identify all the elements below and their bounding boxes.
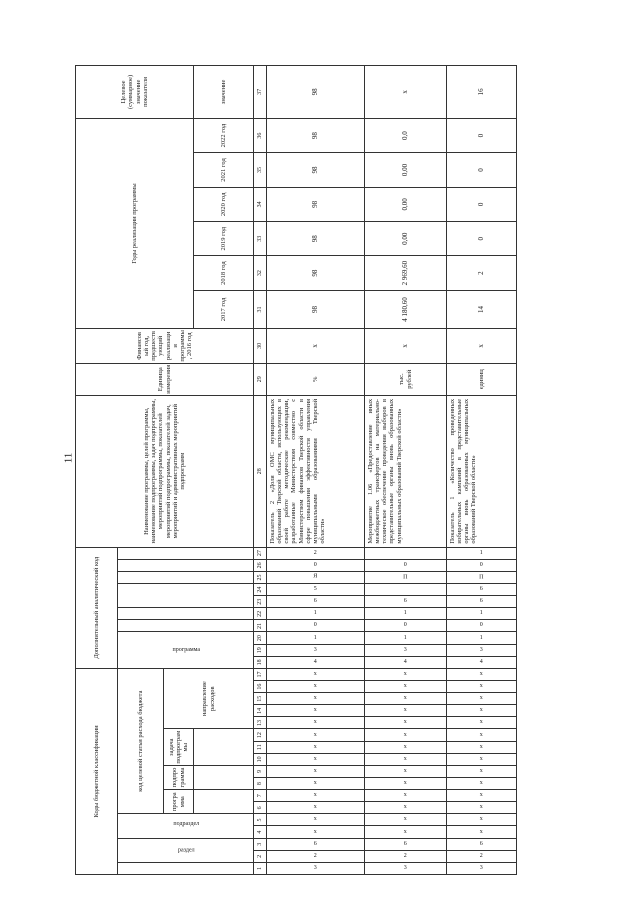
code-cell: х: [365, 790, 447, 802]
code-cell: х: [365, 729, 447, 741]
code-cell: х: [447, 778, 517, 790]
row-target: 98: [267, 66, 365, 119]
year-2019: 2019 год: [194, 222, 254, 256]
code-cell: 3: [365, 862, 447, 874]
row-value: 98: [267, 153, 365, 187]
empty-task-cell: [194, 729, 254, 765]
code-cell: 1: [267, 608, 365, 620]
code-cell: 0: [267, 620, 365, 632]
column-number: 37: [254, 66, 267, 119]
code-cell: 3: [447, 862, 517, 874]
row-name: Показатель 1 «Количество проведенных избирательных кампаний в представительные органы вновь образованных муниципальных образований Тверской области»: [447, 395, 517, 547]
code-cell: 0: [267, 559, 365, 571]
row-value: 4 180,60: [365, 290, 447, 328]
empty-subprogram-cell: [194, 765, 254, 789]
code-cell: х: [365, 778, 447, 790]
row-value: 0: [447, 222, 517, 256]
column-number: 34: [254, 187, 267, 221]
code-cell: 1: [447, 632, 517, 644]
year-2017: 2017 год: [194, 290, 254, 328]
code-cell: х: [447, 790, 517, 802]
column-number: 31: [254, 290, 267, 328]
column-number: 22: [254, 608, 267, 620]
year-2018: 2018 год: [194, 256, 254, 290]
code-cell: х: [447, 717, 517, 729]
column-number: 9: [254, 765, 267, 777]
column-number: 12: [254, 729, 267, 741]
row-unit: %: [267, 363, 365, 395]
row-base: х: [447, 329, 517, 363]
column-number: 28: [254, 395, 267, 547]
row-value: 98: [267, 187, 365, 221]
code-cell: х: [267, 729, 365, 741]
code-cell: х: [267, 802, 365, 814]
code-cell: х: [365, 705, 447, 717]
column-number: 14: [254, 705, 267, 717]
row-value: 2: [447, 256, 517, 290]
code-cell: 6: [365, 596, 447, 608]
code-cell: 2: [365, 850, 447, 862]
code-cell: х: [447, 693, 517, 705]
code-cell: х: [365, 741, 447, 753]
column-number: 33: [254, 222, 267, 256]
column-number: 21: [254, 620, 267, 632]
column-number: 32: [254, 256, 267, 290]
header-a-program: программа: [118, 632, 254, 668]
code-cell: 3: [267, 644, 365, 656]
row-value: 2 969,60: [365, 256, 447, 290]
code-cell: х: [267, 681, 365, 693]
header-event: [118, 571, 254, 583]
column-number: 16: [254, 681, 267, 693]
code-cell: 6: [267, 596, 365, 608]
code-cell: 2: [267, 850, 365, 862]
column-number: 10: [254, 753, 267, 765]
column-number: 13: [254, 717, 267, 729]
code-cell: х: [365, 814, 447, 826]
code-cell: х: [267, 765, 365, 777]
code-cell: 4: [267, 656, 365, 668]
code-cell: х: [267, 790, 365, 802]
code-cell: х: [365, 802, 447, 814]
column-number: 30: [254, 329, 267, 363]
row-value: 0: [447, 118, 517, 152]
code-cell: х: [447, 729, 517, 741]
column-number: 24: [254, 584, 267, 596]
code-cell: 1: [267, 632, 365, 644]
column-number: 3: [254, 838, 267, 850]
code-cell: П: [365, 571, 447, 583]
row-value: 0: [447, 153, 517, 187]
code-cell: 6: [267, 838, 365, 850]
column-number: 15: [254, 693, 267, 705]
table-row: [365, 66, 447, 875]
column-number: 17: [254, 668, 267, 680]
code-cell: 0: [365, 620, 447, 632]
code-cell: 3: [447, 644, 517, 656]
column-number: 27: [254, 547, 267, 559]
header-subprogram-task: задача подпрограммы: [164, 729, 194, 765]
row-value: 98: [267, 118, 365, 152]
code-cell: х: [267, 668, 365, 680]
header-budget-codes: Коды бюджетной классификации: [76, 668, 118, 874]
code-cell: х: [365, 717, 447, 729]
code-cell: х: [447, 741, 517, 753]
row-target: 16: [447, 66, 517, 119]
code-cell: 6: [447, 838, 517, 850]
column-number: 4: [254, 826, 267, 838]
code-cell: 4: [447, 656, 517, 668]
year-2021: 2021 год: [194, 153, 254, 187]
column-number: 25: [254, 571, 267, 583]
column-number: 29: [254, 363, 267, 395]
code-cell: х: [267, 814, 365, 826]
code-cell: 3: [267, 862, 365, 874]
header-section: раздел: [118, 838, 254, 862]
row-unit: тыс. рублей: [365, 363, 447, 395]
column-number: 20: [254, 632, 267, 644]
table-row: [267, 66, 365, 875]
code-cell: х: [267, 717, 365, 729]
code-cell: х: [447, 802, 517, 814]
code-cell: 5: [267, 584, 365, 596]
code-cell: х: [447, 753, 517, 765]
code-cell: [365, 547, 447, 559]
row-value: 98: [267, 290, 365, 328]
header-target: Целевое (суммарное) значение показателя: [76, 66, 194, 119]
year-2020: 2020 год: [194, 187, 254, 221]
column-number: 8: [254, 778, 267, 790]
header-subprogram: подпрограмма: [164, 765, 194, 789]
column-number: 1: [254, 862, 267, 874]
column-number: 7: [254, 790, 267, 802]
header-subsection: подраздел: [118, 814, 254, 838]
column-number: 5: [254, 814, 267, 826]
code-cell: 2: [447, 850, 517, 862]
row-value: 98: [267, 256, 365, 290]
code-cell: 1: [365, 632, 447, 644]
code-cell: х: [365, 765, 447, 777]
code-cell: 6: [447, 596, 517, 608]
page-number: 11: [62, 452, 75, 464]
column-number: 23: [254, 596, 267, 608]
column-number: 36: [254, 118, 267, 152]
header-target-article: код целевой статьи расхода бюджета: [118, 668, 164, 814]
header-unit: Единица измерения: [76, 363, 254, 395]
row-unit: единиц: [447, 363, 517, 395]
program-indicators-table: [75, 65, 517, 875]
code-cell: 1: [365, 608, 447, 620]
column-number: 35: [254, 153, 267, 187]
row-value: 0,00: [365, 187, 447, 221]
code-cell: х: [267, 705, 365, 717]
code-cell: 4: [365, 656, 447, 668]
header-target-value: значение: [194, 66, 254, 119]
code-cell: 0: [447, 559, 517, 571]
code-cell: х: [365, 693, 447, 705]
header-years-impl: Годы реализации программы: [76, 118, 194, 328]
code-cell: 3: [365, 644, 447, 656]
column-number: 6: [254, 802, 267, 814]
column-number: 2: [254, 850, 267, 862]
code-cell: х: [267, 826, 365, 838]
rotated-table-wrapper: [75, 65, 515, 875]
column-number: 11: [254, 741, 267, 753]
code-cell: 1: [447, 608, 517, 620]
header-financial-year: Финансовый год, предшествующий реализации программы, 2016 год: [76, 329, 254, 363]
code-cell: х: [447, 705, 517, 717]
code-cell: х: [365, 826, 447, 838]
row-value: 14: [447, 290, 517, 328]
row-base: х: [365, 329, 447, 363]
column-number: 19: [254, 644, 267, 656]
row-name: Показатель 2 «Доля ОМС муниципальных образований Тверской области, использующих в своей работе методические рекомендации, разработанные Министерством совместно с Министерством финансов Тверской области в сфере повышения эффективности управления муниципальными образованиями Тверской области»: [267, 395, 365, 547]
code-cell: П: [447, 571, 517, 583]
code-cell: х: [447, 814, 517, 826]
code-cell: х: [447, 681, 517, 693]
header-a-subprogram: [118, 620, 254, 632]
code-cell: х: [267, 753, 365, 765]
header-event-number: [118, 547, 254, 559]
code-cell: х: [365, 668, 447, 680]
row-value: 0: [447, 187, 517, 221]
code-cell: х: [447, 668, 517, 680]
column-number: 18: [254, 656, 267, 668]
code-cell: х: [267, 693, 365, 705]
code-cell: х: [447, 765, 517, 777]
row-value: 0,0: [365, 118, 447, 152]
code-cell: [365, 584, 447, 596]
code-cell: х: [365, 753, 447, 765]
empty-program-cell: [194, 790, 254, 814]
code-cell: 2: [267, 547, 365, 559]
column-number: 26: [254, 559, 267, 571]
code-cell: х: [267, 778, 365, 790]
column-numbers-row: [254, 66, 267, 875]
header-expense-direction: направление расходов: [164, 668, 254, 729]
code-cell: х: [447, 826, 517, 838]
row-name: Мероприятие 1.06 «Предоставление иных межбюджетных трансфертов на материально-техническое обеспечение проведения выборов в представительные органы вновь образованных муниципальных образований Тверской области»: [365, 395, 447, 547]
row-target: х: [365, 66, 447, 119]
header-program: программа: [164, 790, 194, 814]
year-2022: 2022 год: [194, 118, 254, 152]
header-program-goal: [118, 608, 254, 620]
code-cell: х: [267, 741, 365, 753]
code-cell: 0: [447, 620, 517, 632]
row-value: 0,00: [365, 153, 447, 187]
table-row: [447, 66, 517, 875]
code-cell: 6: [365, 838, 447, 850]
header-subprogram-task2: [118, 584, 254, 608]
row-base: х: [267, 329, 365, 363]
code-cell: х: [365, 681, 447, 693]
code-cell: 1: [447, 547, 517, 559]
code-cell: Я: [267, 571, 365, 583]
header-name: Наименование программы, целей программы, наименование подпрограммы, задач подпрограммы, мероприятий подпрограммы, показателей мероприятий подпрограммы, показателей задач, мероприятий и административных мероприятий подпрограмм: [76, 395, 254, 547]
row-value: 98: [267, 222, 365, 256]
header-admin-code: [118, 862, 254, 874]
header-analytic-sign: [118, 559, 254, 571]
code-cell: 0: [365, 559, 447, 571]
header-analytic-code: Дополнительный аналитический код: [76, 547, 118, 668]
code-cell: 6: [447, 584, 517, 596]
row-value: 0,00: [365, 222, 447, 256]
